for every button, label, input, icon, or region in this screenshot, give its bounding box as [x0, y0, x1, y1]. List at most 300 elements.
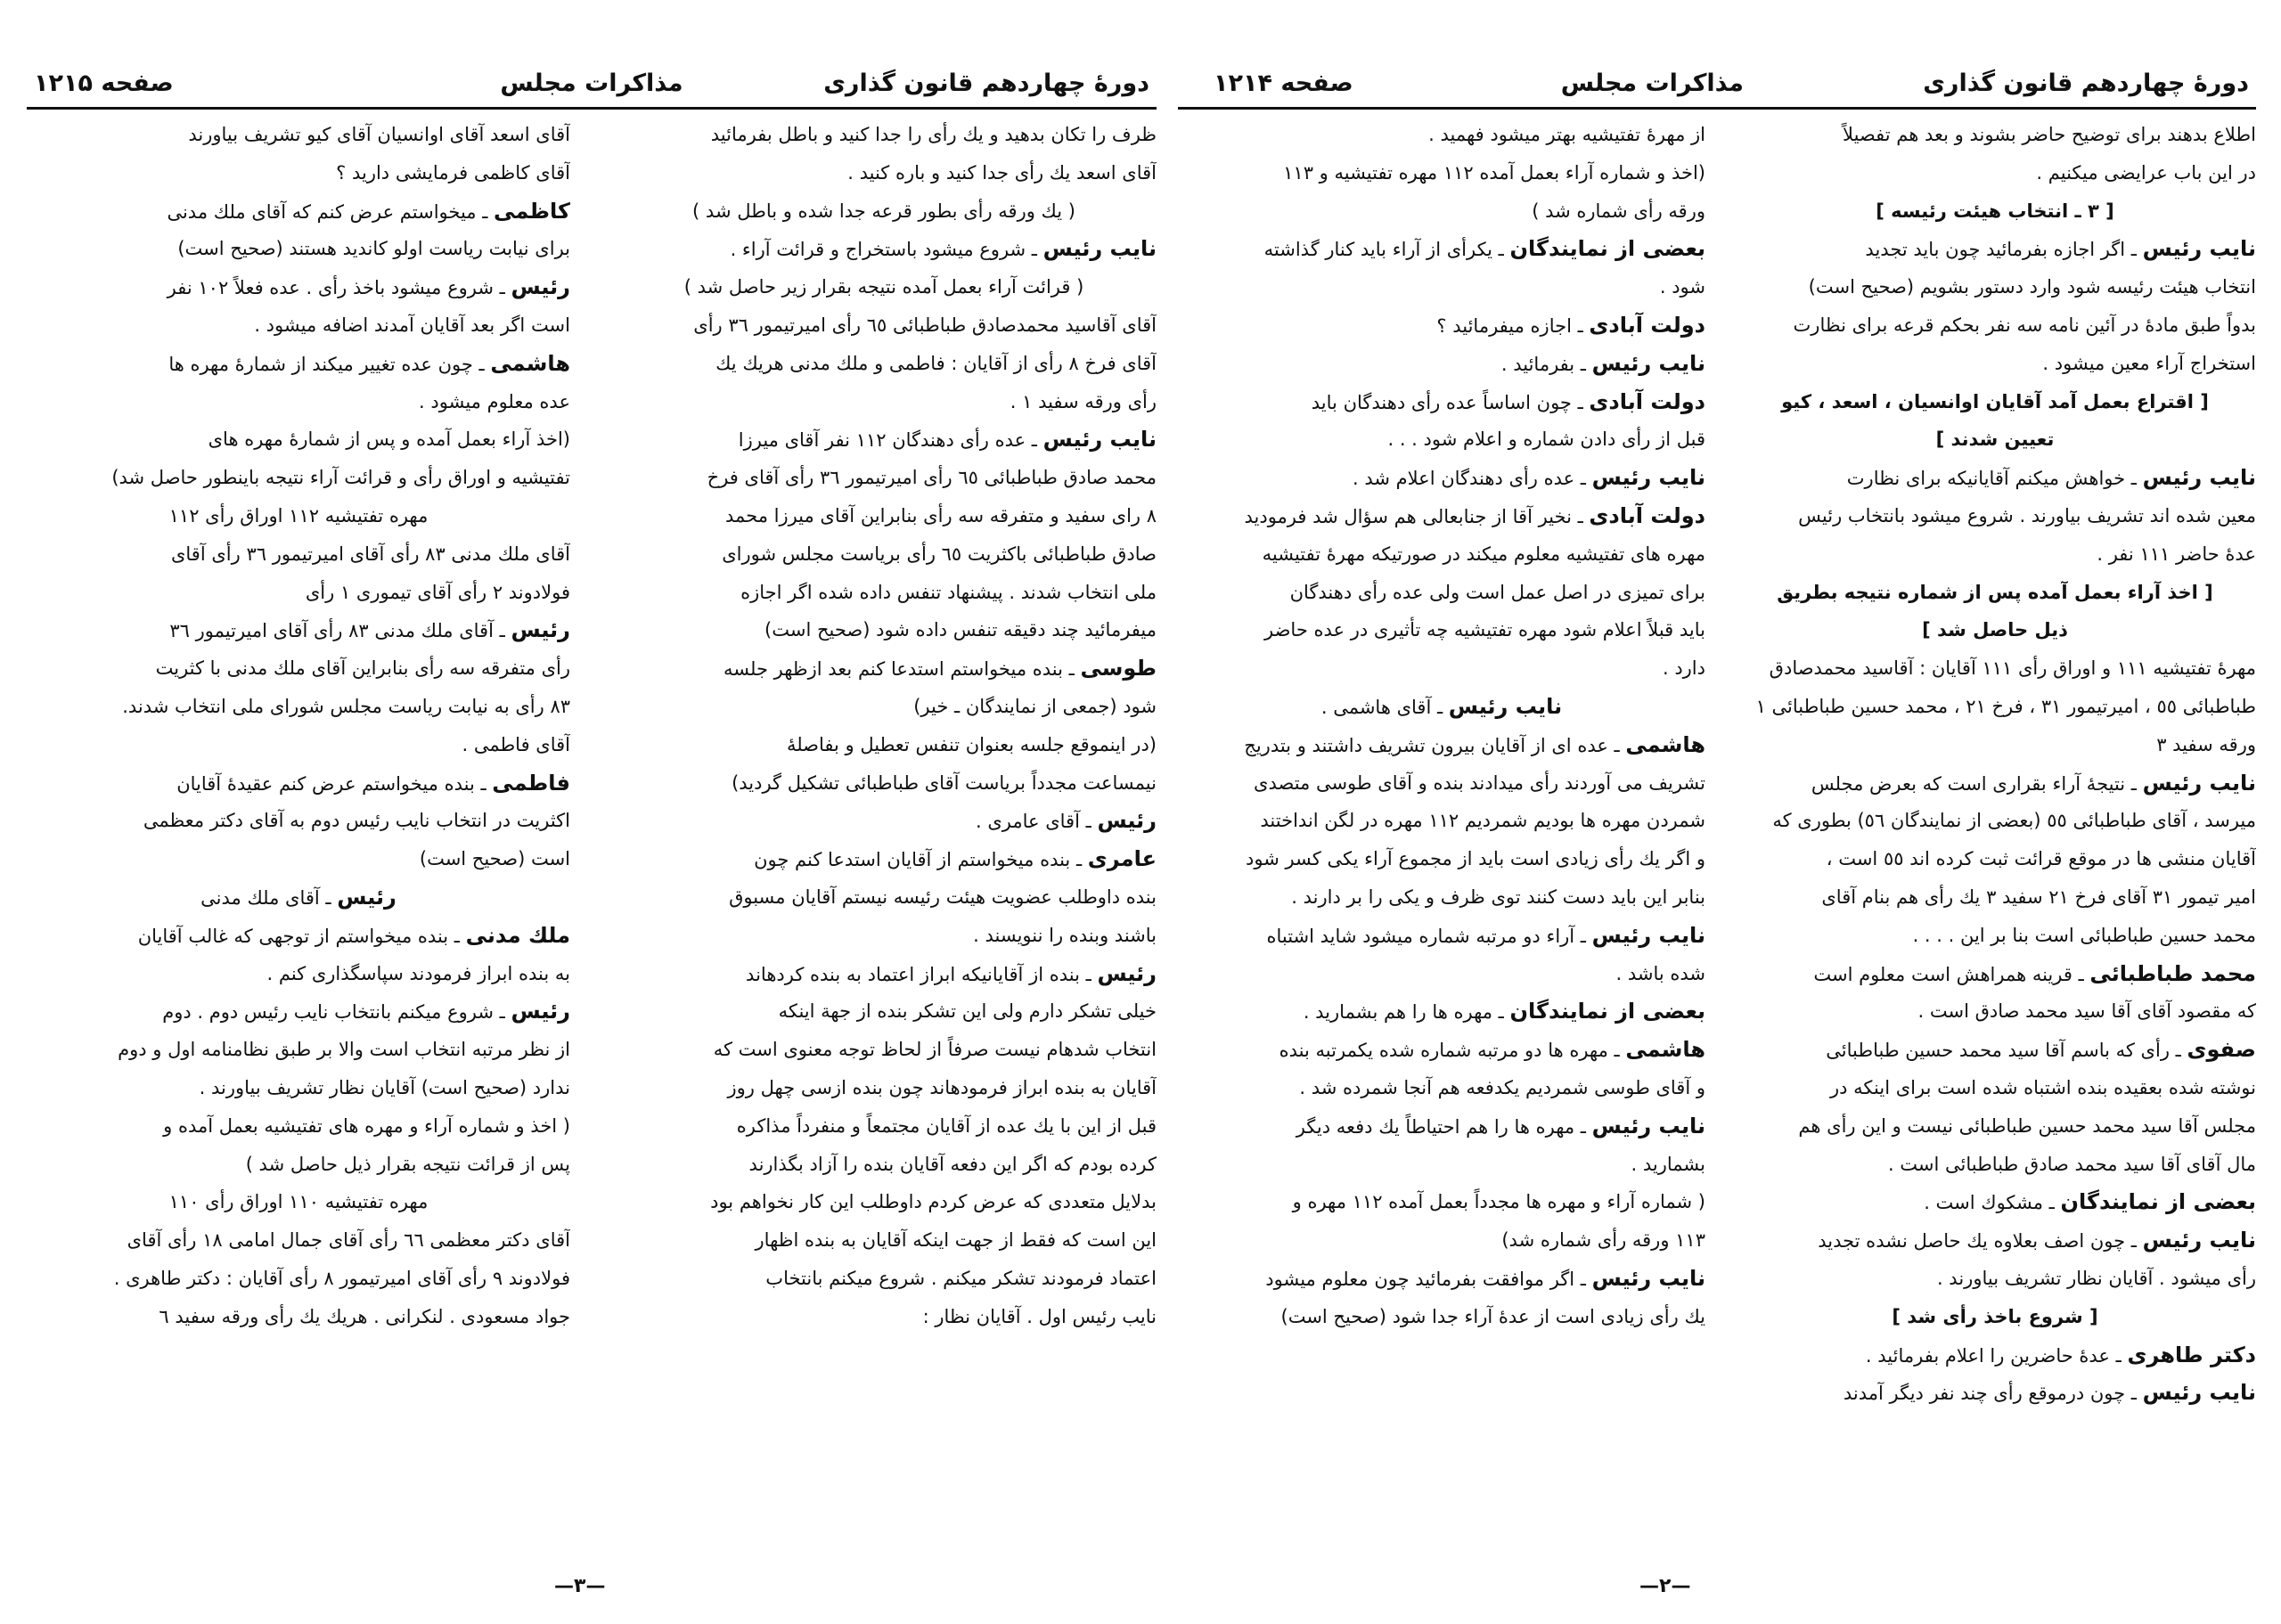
line-text: ـ عده رأی دهندگان ١١٢ نفر آقای میرزا [738, 429, 1043, 452]
text-line [1734, 840, 2256, 878]
line-text: آقای فاطمی . [462, 733, 570, 755]
line-text: ـ بنده میخواستم از آقایان استدعا کنم چون [754, 849, 1088, 871]
speaker-name: نایب رئیس [1042, 427, 1157, 453]
speaker-name: نایب رئیس [1591, 1113, 1705, 1138]
line-text: محمد صادق طباطبائی ٦٥ رأی امیرتیمور ٣٦ رأی آقای فرخ [707, 467, 1157, 489]
text-line [1178, 268, 1705, 306]
line-text: مهرهٔ تفتیشیه ١١١ و اوراق رأی ١١١ آقایان : آقاسید محمدصادق [1769, 657, 2256, 680]
line-text: تفتیشیه و اوراق رأی و قرائت آراء نتیجه باینطور حاصل شد) [111, 467, 570, 489]
line-text: میفرمائید چند دقیقه تنفس داده شود (صحیح است) [764, 619, 1157, 641]
line-text: شود . [1659, 276, 1705, 298]
line-text: معین شده اند تشریف بیاورند . شروع میشود بانتخاب رئیس [1798, 504, 2256, 526]
line-text: یك رأی زیادی است از عدهٔ آراء جدا شود (صحیح است) [1280, 1305, 1705, 1327]
speaker-name: دکتر طاهری [2127, 1342, 2256, 1367]
speaker-name: رئیس [1097, 808, 1157, 834]
line-text: (در اینموقع جلسه بعنوان تنفس تعطیل و بفاصلهٔ [786, 733, 1157, 755]
text-line [27, 535, 570, 574]
text-line [1178, 420, 1705, 459]
text-line [27, 1069, 570, 1107]
line-text: ـ چون عده تغییر میکند از شمارهٔ مهره ها [168, 353, 491, 375]
line-text: رأی میشود . آقایان نظار تشریف بیاورند . [1936, 1267, 2256, 1289]
text-line [1734, 116, 2256, 154]
line-text: عدهٔ حاضر ١١١ نفر . [2097, 543, 2256, 565]
line-text: شده باشد . [1615, 962, 1705, 984]
text-line [27, 459, 570, 497]
text-line [1734, 726, 2256, 764]
text-line [27, 1298, 570, 1336]
speaker-name: هاشمی [490, 350, 570, 376]
line-text: قبل از رأی دادن شماره و اعلام شود . . . [1387, 428, 1705, 451]
line-text: میرسد ، آقای طباطبائی ٥٥ (بعضی از نمایندگان ٥٦) بطوری که [1772, 810, 2256, 832]
line-text: فولادوند ٩ رأی آقای امیرتیمور ٨ رأی آقایان : دکتر طاهری . [113, 1267, 570, 1289]
line-text: مهره تفتیشیه ١١٢ اوراق رأی ١١٢ [168, 504, 429, 526]
line-text: خیلی تشکر دارم ولی این تشکر بنده از جهة اینکه [778, 1000, 1157, 1023]
text-line [611, 840, 1157, 878]
line-text: ـ بنده از آقایانیکه ابراز اعتماد به بنده کردهاند [746, 963, 1098, 985]
text-line [27, 1107, 570, 1146]
text-line [611, 955, 1157, 993]
line-text: ـ آراء دو مرتبه شماره میشود شاید اشتباه [1266, 925, 1592, 947]
line-text: (اخذ و شماره آراء بعمل آمده ١١٢ مهره تفتیشیه و ١١٣ [1283, 161, 1705, 184]
text-line [1178, 955, 1705, 993]
text-line [1734, 306, 2256, 345]
text-column [1734, 116, 2256, 1412]
line-text: بنده داوطلب عضویت هیئت رئیسه نیستم آقایان مسبوق [729, 885, 1157, 908]
text-line [1734, 1221, 2256, 1260]
text-line [611, 1031, 1157, 1069]
right-page [1178, 0, 2256, 1624]
text-line [611, 802, 1157, 840]
text-line [611, 574, 1157, 612]
speaker-name: عامری [1087, 846, 1157, 872]
line-text: کرده بودم که اگر این دفعه آقایان بنده را آزاد بگذارند [748, 1153, 1157, 1175]
line-text: ( قرائت آراء بعمل آمده نتیجه بقرار زیر حاصل شد ) [683, 276, 1084, 298]
text-line [1734, 192, 2256, 231]
line-text: مجلس آقا سید محمد حسین طباطبائی نیست و این رأی هم [1798, 1114, 2256, 1137]
speaker-name: فاطمی [492, 770, 570, 796]
text-line [1734, 497, 2256, 535]
speaker-name: نایب رئیس [2142, 236, 2256, 262]
text-line [611, 383, 1157, 421]
line-text: (اخذ آراء بعمل آمده و پس از شمارهٔ مهره های [208, 428, 570, 451]
text-line [1734, 878, 2256, 917]
text-line [1178, 574, 1705, 612]
text-line [1734, 154, 2256, 192]
line-text: ـ نتیجهٔ آراء بقراری است که بعرض مجلس [1811, 772, 2143, 795]
text-line [1178, 802, 1705, 840]
text-line [1734, 1031, 2256, 1069]
line-text: ـ نخیر آقا از جنابعالی هم سؤال شد فرمودید [1244, 505, 1590, 527]
line-text: دارد . [1662, 657, 1705, 680]
line-text: ـ مهره ها را هم بشمارید . [1303, 1001, 1510, 1024]
line-text: رأی متفرقه سه رأی بنابراین آقای ملك مدنی با کثریت [155, 657, 570, 680]
line-text: ـ مشکوك است . [1924, 1192, 2061, 1214]
line-text: ـ بنده میخواستم عرض کنم عقیدهٔ آقایان [176, 772, 493, 795]
text-line [1178, 649, 1705, 688]
text-line [27, 764, 570, 803]
line-text: پس از قرائت نتیجه بقرار ذیل حاصل شد ) [245, 1153, 570, 1175]
line-text: ـ اگر موافقت بفرمائید چون معلوم میشود [1265, 1268, 1592, 1290]
speaker-name: طوسی [1080, 656, 1157, 681]
text-line [611, 1146, 1157, 1184]
line-text: آقای آقاسید محمدصادق طباطبائی ٦٥ رأی امیرتیمور ٣٦ رأی [693, 314, 1157, 336]
text-line [1178, 764, 1705, 803]
text-line [1734, 955, 2256, 993]
text-line [1178, 497, 1705, 535]
line-text: ـ شروع میکنم بانتخاب نایب رئیس دوم . دوم [162, 1001, 511, 1024]
text-line [1734, 1374, 2256, 1412]
text-column [1178, 116, 1705, 1336]
speaker-name: نایب رئیس [1591, 922, 1705, 948]
line-text: ـ آقای عامری . [975, 811, 1098, 833]
left-page [27, 0, 1157, 1624]
text-line [1178, 154, 1705, 192]
line-text: نایب رئیس اول . آقایان نظار : [922, 1305, 1157, 1327]
text-line [611, 992, 1157, 1031]
speaker-name: صفوی [2187, 1037, 2256, 1063]
speaker-name: نایب رئیس [2142, 465, 2256, 491]
line-text: آقای کاظمی فرمایشی دارید ؟ [336, 161, 570, 184]
text-line [27, 230, 570, 268]
line-text: نوشته شده بعقیده بنده اشتباه شده است برای اینکه در [1830, 1076, 2256, 1098]
text-line [1178, 1221, 1705, 1260]
text-line [611, 230, 1157, 268]
text-line [1178, 1183, 1705, 1221]
line-text: قبل از این با یك عده از آقایان مجتمعاً و منفرداً مذاکره [736, 1114, 1157, 1137]
line-text: ورقه رأی شماره شد ) [1532, 200, 1705, 222]
line-text: ـ آقای هاشمی . [1320, 696, 1449, 718]
line-text: ( یك ورقه رأی بطور قرعه جدا شده و باطل شد ) [692, 200, 1075, 222]
text-line [1178, 1031, 1705, 1069]
line-text: ذیل حاصل شد ] [1922, 619, 2068, 641]
line-text: آقای دکتر معظمی ٦٦ رأی آقای جمال امامی ١٨ رأی آقای [127, 1229, 570, 1252]
line-text: به بنده ابراز فرمودند سپاسگذاری کنم . [266, 962, 570, 984]
text-line [1178, 611, 1705, 649]
speaker-name: هاشمی [1625, 1037, 1705, 1063]
line-text: ١١٣ ورقه رأی شماره شد) [1501, 1229, 1705, 1252]
line-text: ـ شروع میشود باخذ رأی . عده فعلاً ١٠٢ نفر [167, 277, 511, 299]
text-line [1734, 1107, 2256, 1146]
line-text: امیر تیمور ٣١ آقای فرخ ٢١ سفید ٣ یك رأی هم بنام آقای [1821, 885, 2256, 908]
line-text: استخراج آراء معین میشود . [2042, 352, 2256, 374]
line-text: برای تمیزی در اصل عمل است ولی عده رأی دهندگان [1289, 581, 1705, 603]
speaker-name: نایب رئیس [1448, 693, 1563, 719]
speaker-name: بعضی از نمایندگان [2060, 1189, 2256, 1215]
line-text: بدلایل متعددی که عرض کردم داوطلب این کار نخواهم بود [710, 1191, 1157, 1213]
text-line [611, 497, 1157, 535]
line-text: مهره تفتیشیه ١١٠ اوراق رأی ١١٠ [168, 1191, 429, 1213]
text-line [27, 1146, 570, 1184]
speaker-name: نایب رئیس [1042, 236, 1157, 262]
line-text: در این باب عرایضی میکنیم . [2036, 161, 2256, 184]
line-text: باشند وبنده را ننویسند . [973, 924, 1157, 946]
line-text: برای نیابت ریاست اولو کاندید هستند (صحیح است) [177, 238, 570, 260]
speaker-name: نایب رئیس [1591, 350, 1705, 376]
text-line [27, 345, 570, 383]
line-text: ـ آقای ملك مدنی ٨٣ رأی آقای امیرتیمور ٣٦ [169, 620, 511, 642]
text-line [611, 688, 1157, 726]
text-line [1734, 1260, 2256, 1298]
line-text: نیمساعت مجدداً بریاست آقای طباطبائی تشکیل گردید) [732, 771, 1157, 794]
text-line [1178, 230, 1705, 268]
text-line [1178, 1260, 1705, 1298]
line-text: عده معلوم میشود . [419, 390, 570, 412]
line-text: ـ قرینه همراهش است معلوم است [1813, 963, 2090, 985]
text-line [1734, 383, 2256, 421]
text-line [611, 1069, 1157, 1107]
line-text: و آقای طوسی شمردیم یکدفعه هم آنجا شمرده شد . [1299, 1076, 1705, 1098]
text-line [27, 574, 570, 612]
line-text: اطلاع بدهند برای توضیح حاضر بشوند و بعد هم تفصیلاً [1843, 124, 2256, 145]
line-text: [ شروع باخذ رأی شد ] [1892, 1305, 2098, 1327]
line-text: اکثریت در انتخاب نایب رئیس دوم به آقای دکتر معظمی [143, 810, 570, 832]
line-text: ـ مهره ها دو مرتبه شماره شده یکمرتبه بنده [1279, 1040, 1626, 1062]
speaker-name: نایب رئیس [1591, 1265, 1705, 1291]
text-line [27, 726, 570, 764]
text-line [27, 268, 570, 306]
text-line [611, 268, 1157, 306]
text-line [1178, 1146, 1705, 1184]
line-text: ٨ رای سفید و متفرقه سه رأی بنابراین آقای میرزا محمد [724, 504, 1157, 526]
line-text: ـ چون اساساً عده رأی دهندگان باید [1311, 391, 1590, 413]
speaker-name: دولت آبادی [1589, 502, 1705, 528]
page-header [27, 69, 1157, 102]
text-column [27, 116, 570, 1336]
line-text: رأی ورقه سفید ١ . [1010, 390, 1157, 412]
text-column [611, 116, 1157, 1336]
line-text: ـ خواهش میکنم آقایانیکه برای نظارت [1846, 468, 2143, 490]
text-line [1178, 535, 1705, 574]
line-text: که مقصود آقای آقا سید محمد صادق است . [1917, 1000, 2256, 1023]
line-text: مهره های تفتیشیه معلوم میکند در صورتیکه مهرهٔ تفتیشیه [1262, 543, 1705, 565]
speaker-name: محمد طباطبائی [2089, 960, 2256, 986]
running-title: مذاکرات مجلس [500, 69, 683, 97]
header-rule [1178, 107, 2256, 110]
line-text: ـ چون درموقع رأی چند نفر دیگر آمدند [1843, 1383, 2143, 1405]
speaker-name: رئیس [1097, 960, 1157, 986]
text-line [1178, 306, 1705, 345]
line-text: [ اخذ آراء بعمل آمده پس از شماره نتیجه بطریق [1777, 581, 2213, 603]
line-text: ـ اگر اجازه بفرمائید چون باید تجدید [1865, 239, 2143, 261]
line-text: ـ عدهٔ حاضرین را اعلام بفرمائید . [1865, 1344, 2128, 1367]
line-text: ـ بفرمائید . [1500, 353, 1592, 375]
text-line [611, 1221, 1157, 1260]
text-line [27, 840, 570, 878]
line-text: بنابر این باید دست کنند توی ظرف و یکی را بر دارند . [1291, 885, 1705, 908]
speaker-name: رئیس [511, 617, 570, 643]
text-line [1734, 268, 2256, 306]
page-number-label: صفحه ۱۲۱۴ [1214, 69, 1353, 97]
text-line [1178, 383, 1705, 421]
text-line [611, 917, 1157, 955]
line-text: ٨٣ رأی به نیابت ریاست مجلس شورای ملی انتخاب شدند. [122, 695, 570, 717]
line-text: فولادوند ٢ رأی آقای تیموری ١ رأی [305, 581, 570, 603]
text-line [1734, 535, 2256, 574]
line-text: انتخاب هیئت رئیسه شود وارد دستور بشویم (صحیح است) [1808, 276, 2256, 298]
line-text: ـ اجازه میفرمائید ؟ [1436, 314, 1590, 337]
text-line [1178, 1107, 1705, 1146]
line-text: این است که فقط از جهت اینکه آقایان به بنده اظهار [755, 1229, 1157, 1252]
line-text: اعتماد فرمودند تشکر میکنم . شروع میکنم بانتخاب [765, 1267, 1157, 1289]
text-line [27, 688, 570, 726]
text-line [611, 764, 1157, 803]
speaker-name: رئیس [511, 274, 570, 300]
line-text: باید قبلاً اعلام شود مهره تفتیشیه چه تأثیری در عده حاضر [1264, 619, 1705, 641]
text-line [27, 192, 570, 231]
line-text: ـ چون اصف بعلاوه یك حاصل نشده تجدید [1818, 1230, 2143, 1253]
speaker-name: رئیس [511, 999, 570, 1024]
line-text: جواد مسعودی . لنکرانی . هریك یك رأی ورقه سفید ٦ [159, 1305, 570, 1327]
text-line [27, 154, 570, 192]
text-line [1734, 764, 2256, 803]
journal-title: دورهٔ چهاردهم قانون گذاری [823, 69, 1149, 97]
text-line [611, 611, 1157, 649]
line-text: از مهرهٔ تفتیشیه بهتر میشود فهمید . [1428, 124, 1705, 145]
text-line [611, 459, 1157, 497]
text-line [1178, 459, 1705, 497]
page-folio: —٣— [554, 1575, 606, 1597]
text-line [1178, 726, 1705, 764]
text-line [27, 802, 570, 840]
text-line [27, 1183, 570, 1221]
line-text: ـ آقای ملك مدنی [200, 886, 338, 909]
text-line [611, 306, 1157, 345]
text-line [1734, 917, 2256, 955]
text-line [1178, 1298, 1705, 1336]
text-line [611, 878, 1157, 917]
text-line [611, 535, 1157, 574]
line-text: ـ میخواستم عرض کنم که آقای ملك مدنی [167, 200, 495, 223]
line-text: انتخاب شدهام نیست صرفاً از لحاظ توجه معنوی است که [713, 1039, 1157, 1061]
line-text: تعیین شدند ] [1935, 428, 2055, 451]
journal-title: دورهٔ چهاردهم قانون گذاری [1923, 69, 2249, 97]
line-text: بشمارید . [1631, 1153, 1705, 1175]
text-line [27, 497, 570, 535]
speaker-name: بعضی از نمایندگان [1509, 999, 1705, 1024]
line-text: تشریف می آوردند رأی میدادند بنده و آقای طوسی متصدی [1254, 771, 1705, 794]
line-text: آقای اسعد آقای اوانسیان آقای کیو تشریف بیاورند [188, 124, 570, 145]
line-text: ندارد (صحیح است) آقایان نظار تشریف بیاورند . [199, 1076, 570, 1098]
line-text: آقای ملك مدنی ٨٣ رأی آقای امیرتیمور ٣٦ رأی آقای [170, 543, 570, 565]
text-line [611, 1183, 1157, 1221]
text-line [611, 116, 1157, 154]
text-line [611, 1260, 1157, 1298]
text-line [27, 611, 570, 649]
text-line [1734, 1336, 2256, 1375]
text-line [27, 383, 570, 421]
text-line [1734, 574, 2256, 612]
line-text: صادق طباطبائی باکثریت ٦٥ رأی بریاست مجلس شورای [722, 543, 1157, 565]
page-header [1178, 69, 2256, 102]
text-line [611, 154, 1157, 192]
line-text: است اگر بعد آقایان آمدند اضافه میشود . [254, 314, 570, 336]
text-line [1734, 802, 2256, 840]
line-text: ـ عده ای از آقایان بیرون تشریف داشتند و بتدریج [1244, 734, 1626, 756]
text-line [611, 192, 1157, 231]
text-line [1734, 1298, 2256, 1336]
speaker-name: دولت آبادی [1589, 312, 1705, 338]
line-text: آقایان به بنده ابراز فرمودهاند چون بنده ازسی چهل روز [727, 1076, 1157, 1098]
header-rule [27, 107, 1157, 110]
text-line [1178, 116, 1705, 154]
line-text: بدواً طبق مادهٔ در آئین نامه سه نفر بحکم قرعه برای نظارت [1793, 314, 2256, 336]
text-line [1734, 688, 2256, 726]
text-line [1178, 345, 1705, 383]
text-line [1734, 649, 2256, 688]
text-line [1178, 840, 1705, 878]
text-line [27, 420, 570, 459]
text-line [1178, 1069, 1705, 1107]
line-text: ـ بنده میخواستم از توجهی که غالب آقایان [137, 925, 466, 947]
line-text: آقای اسعد یك رأی جدا کنید و باره کنید . [847, 161, 1157, 184]
line-text: ـ یکرأی از آراء باید کنار گذاشته [1263, 239, 1510, 261]
line-text: ( اخذ و شماره آراء و مهره های تفتیشیه بعمل آمده و [163, 1114, 570, 1137]
speaker-name: نایب رئیس [1591, 465, 1705, 491]
speaker-name: کاظمی [494, 198, 570, 224]
line-text: ـ عده رأی دهندگان اعلام شد . [1352, 468, 1592, 490]
text-line [1734, 345, 2256, 383]
text-line [27, 992, 570, 1031]
line-text: است (صحیح است) [419, 848, 570, 870]
speaker-name: هاشمی [1625, 731, 1705, 757]
text-line [1734, 230, 2256, 268]
line-text: [ ٣ ـ انتخاب هیئت رئیسه ] [1876, 200, 2114, 222]
text-line [27, 649, 570, 688]
line-text: ورقه سفید ٣ [2156, 733, 2256, 755]
line-text: [ اقتراع بعمل آمد آقایان اوانسیان ، اسعد ، کیو [1781, 390, 2209, 412]
line-text: ـ شروع میشود باستخراج و قرائت آراء . [730, 239, 1043, 261]
line-text: ظرف را تکان بدهید و یك رأی را جدا کنید و باطل بفرمائید [710, 124, 1157, 145]
line-text: شمردن مهره ها بودیم شمردیم ١١٢ مهره در لگن انداختند [1260, 810, 1705, 832]
text-line [611, 420, 1157, 459]
line-text: و اگر یك رأی زیادی است باید از مجموع آراء یکی کسر شود [1246, 848, 1705, 870]
text-line [27, 1031, 570, 1069]
text-line [1178, 917, 1705, 955]
line-text: ( شماره آراء و مهره ها مجدداً بعمل آمده ١١٢ مهره و [1292, 1191, 1705, 1213]
text-line [27, 1221, 570, 1260]
text-line [1178, 992, 1705, 1031]
line-text: طباطبائی ٥٥ ، امیرتیمور ٣١ ، فرخ ٢١ ، محمد حسین طباطبائی ١ [1755, 695, 2256, 717]
text-line [1178, 688, 1705, 726]
speaker-name: نایب رئیس [2142, 1380, 2256, 1406]
text-line [1734, 1183, 2256, 1221]
speaker-name: دولت آبادی [1589, 388, 1705, 414]
text-line [27, 1260, 570, 1298]
text-line [27, 917, 570, 955]
text-line [1734, 1069, 2256, 1107]
speaker-name: نایب رئیس [2142, 1228, 2256, 1253]
running-title: مذاکرات مجلس [1560, 69, 1744, 97]
speaker-name: بعضی از نمایندگان [1509, 236, 1705, 262]
text-line [1734, 992, 2256, 1031]
line-text: شود (جمعی از نمایندگان ـ خیر) [913, 695, 1157, 717]
page-number-label: صفحه ۱۲۱۵ [34, 69, 174, 97]
text-line [27, 306, 570, 345]
text-line [27, 878, 570, 917]
text-line [611, 345, 1157, 383]
text-line [27, 955, 570, 993]
text-line [27, 116, 570, 154]
text-line [1734, 459, 2256, 497]
line-text: محمد حسین طباطبائی است بنا بر این . . . . [1912, 924, 2256, 946]
line-text: آقایان منشی ها در موقع قرائت ثبت کرده اند ٥٥ است ، [1826, 848, 2256, 870]
speaker-name: نایب رئیس [2142, 770, 2256, 796]
text-line [611, 1107, 1157, 1146]
text-line [611, 649, 1157, 688]
line-text: ـ بنده میخواستم استدعا کنم بعد ازظهر جلسه [724, 658, 1081, 681]
line-text: ـ مهره ها را هم احتیاطاً یك دفعه دیگر [1296, 1115, 1592, 1138]
text-line [1178, 878, 1705, 917]
